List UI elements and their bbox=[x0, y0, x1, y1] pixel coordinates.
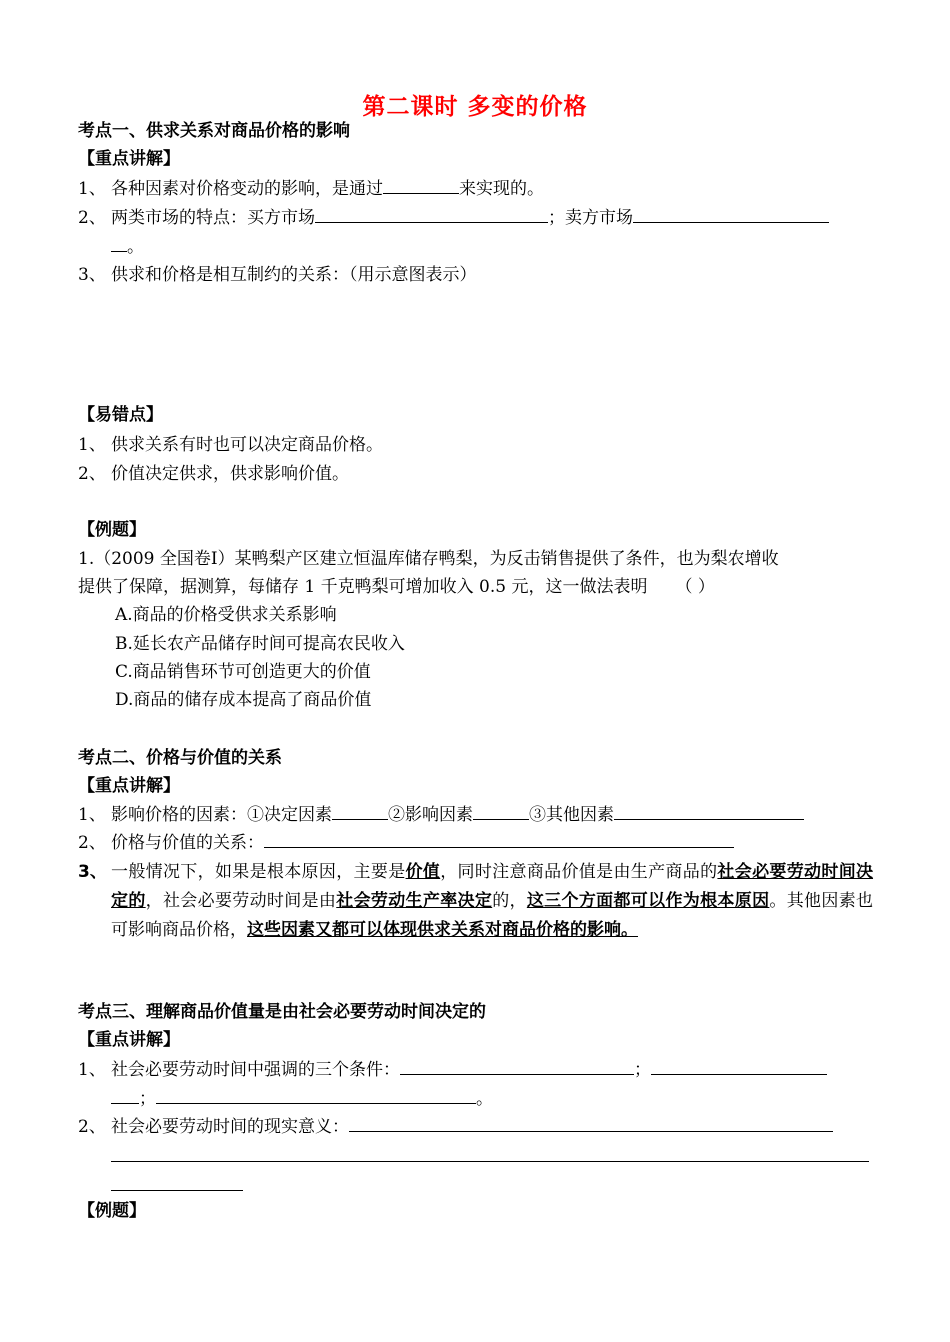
section3-item-2-cont1 bbox=[111, 1143, 869, 1170]
fill-blank-condition-2-cont[interactable] bbox=[111, 1085, 139, 1104]
error-item-2: 2、 价值决定供求，供求影响价值。 bbox=[78, 464, 349, 484]
section1-item-2: 2、 两类市场的特点：买方市场 ；卖方市场 bbox=[78, 204, 829, 231]
fill-blank[interactable] bbox=[383, 175, 459, 194]
section2-item-3: 一般情况下，如果是根本原因，主要是价值，同时注意商品价值是由生产商品的社会必要劳动时间决定的，社会必要劳动时间是由社会劳动生产率决定的，这三个方面都可以作为根本原因。其他因素也可影响商品价格，这些因素又都可以体现供求关系对商品价格的影响。 bbox=[111, 862, 874, 940]
fill-blank-decisive-factor[interactable] bbox=[332, 801, 388, 820]
section3-item-2-cont2 bbox=[111, 1172, 243, 1199]
fill-blank-seller-market[interactable] bbox=[633, 204, 829, 223]
example-question-line2: 提供了保障，据测算，每储存 1 千克鸭梨可增加收入 0.5 元，这一做法表明 （ ） bbox=[78, 577, 715, 597]
section1-key-label: 【重点讲解】 bbox=[78, 149, 180, 169]
section1-item-2-cont: 。 bbox=[111, 233, 144, 260]
section3-item-2: 2、 社会必要劳动时间的现实意义： bbox=[78, 1113, 833, 1140]
section2-item-1: 1、 影响价格的因素：①决定因素 ②影响因素 ③其他因素 bbox=[78, 801, 804, 828]
error-label: 【易错点】 bbox=[78, 405, 163, 425]
fill-blank-condition-2[interactable] bbox=[651, 1056, 827, 1075]
section2-key-label: 【重点讲解】 bbox=[78, 776, 180, 796]
fill-blank-buyer-market[interactable] bbox=[315, 204, 548, 223]
fill-blank-significance-end[interactable] bbox=[111, 1172, 243, 1191]
option-a[interactable]: A.商品的价格受供求关系影响 bbox=[115, 605, 337, 625]
section2-item-3-num: 3、 bbox=[78, 862, 107, 882]
section1-item-3: 3、 供求和价格是相互制约的关系：（用示意图表示） bbox=[78, 265, 477, 285]
section3-example-label: 【例题】 bbox=[78, 1201, 146, 1221]
fill-blank-other-factor[interactable] bbox=[614, 801, 804, 820]
fill-blank-condition-3[interactable] bbox=[156, 1085, 476, 1104]
fill-blank-seller-market-cont[interactable] bbox=[111, 233, 127, 252]
option-c[interactable]: C.商品销售环节可创造更大的价值 bbox=[115, 662, 371, 682]
page-title: 第二课时 多变的价格 bbox=[362, 94, 588, 120]
example-question-line1: 1.（2009 全国卷Ⅰ）某鸭梨产区建立恒温库储存鸭梨，为反击销售提供了条件，也为梨农增收 bbox=[78, 549, 779, 569]
fill-blank-significance-cont[interactable] bbox=[111, 1143, 869, 1162]
section3-item-1: 1、 社会必要劳动时间中强调的三个条件： ； bbox=[78, 1056, 827, 1083]
section1-heading: 考点一、供求关系对商品价格的影响 bbox=[78, 121, 350, 141]
answer-paren[interactable]: （ ） bbox=[675, 577, 715, 597]
fill-blank-significance[interactable] bbox=[349, 1113, 833, 1132]
fill-blank-influence-factor[interactable] bbox=[473, 801, 529, 820]
fill-blank-price-value[interactable] bbox=[264, 829, 734, 848]
option-d[interactable]: D.商品的储存成本提高了商品价值 bbox=[115, 690, 372, 710]
section3-heading: 考点三、理解商品价值量是由社会必要劳动时间决定的 bbox=[78, 1002, 486, 1022]
section1-item-1: 1、 各种因素对价格变动的影响，是通过 来实现的。 bbox=[78, 175, 544, 202]
section2-heading: 考点二、价格与价值的关系 bbox=[78, 748, 282, 768]
section2-item-2: 2、 价格与价值的关系： bbox=[78, 829, 734, 856]
example-label: 【例题】 bbox=[78, 520, 146, 540]
error-item-1: 1、 供求关系有时也可以决定商品价格。 bbox=[78, 435, 383, 455]
section3-item-1-cont: ； 。 bbox=[111, 1085, 493, 1112]
option-b[interactable]: B.延长农产品储存时间可提高农民收入 bbox=[115, 634, 405, 654]
fill-blank-condition-1[interactable] bbox=[400, 1056, 634, 1075]
section3-key-label: 【重点讲解】 bbox=[78, 1030, 180, 1050]
